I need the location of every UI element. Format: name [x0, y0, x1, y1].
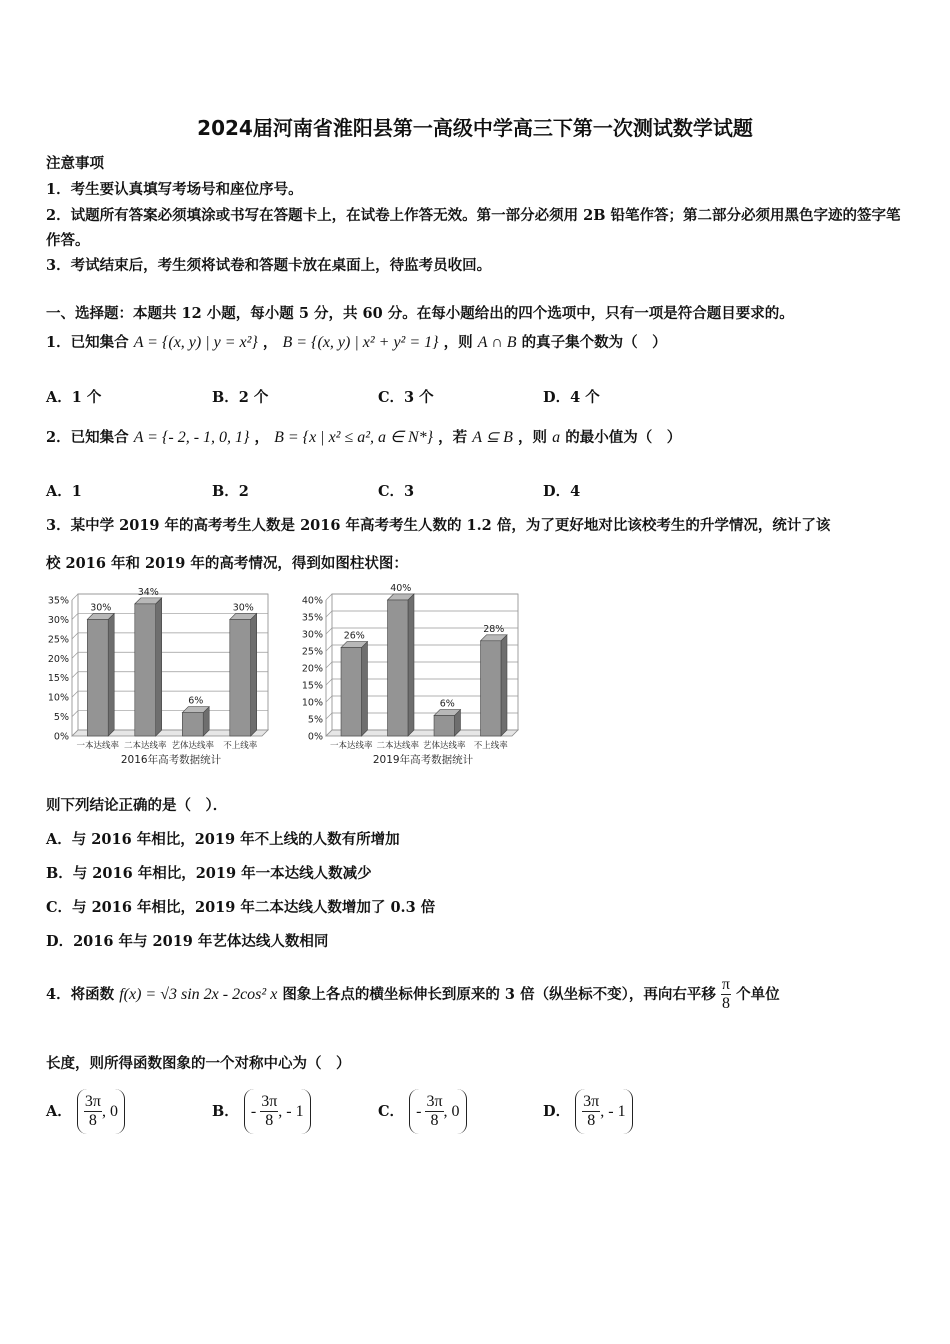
q2-option-b[interactable]: B．2 — [212, 483, 249, 500]
q4-option-d-point — [575, 1089, 632, 1134]
q3-question: 则下列结论正确的是（ ）． — [46, 797, 228, 814]
q3-line-2: 校 2016 年和 2019 年的高考情况，得到如图柱状图： — [46, 555, 408, 572]
q4-option-d-num: 3π — [583, 1093, 600, 1110]
q3-line-1: 3．某中学 2019 年的高考考生人数是 2016 年高考考生人数的 1.2 倍，为了更好地对比该校考生的升学情况，统计了该 — [46, 517, 831, 534]
q4-option-d-frac — [582, 1093, 600, 1130]
chart-2019-category-label: 不上线率 — [473, 741, 508, 751]
q2-set-a: A = {- 2, - 1, 0, 1} — [133, 429, 250, 446]
q4-mid: 图象上各点的横坐标伸长到原来的 3 倍（纵坐标不变），再向右平移 — [282, 986, 716, 1003]
q4-option-c-den: 8 — [430, 1112, 439, 1129]
chart-2016-tick-label: 25% — [47, 634, 69, 646]
notice-item-3: 3．考试结束后，考生须将试卷和答题卡放在桌面上，待监考员收回。 — [46, 257, 492, 274]
chart-2019-bar-side — [501, 635, 507, 736]
chart-2016-category-label: 不上线率 — [223, 741, 258, 751]
chart-2016-bar — [87, 619, 108, 736]
q2-suffix: 的最小值为（ ） — [565, 429, 682, 446]
chart-2016-tick-label: 5% — [53, 712, 69, 724]
q1-sep: ， — [262, 334, 278, 351]
chart-2019-bar-side — [408, 594, 414, 736]
chart-2016 — [42, 578, 282, 774]
q1-expr: A ∩ B — [477, 334, 517, 351]
chart-2019-category-label: 艺体达线率 — [422, 741, 466, 751]
q2-option-d[interactable]: D．4 — [543, 483, 581, 500]
chart-2019-tick-label: 35% — [301, 612, 323, 624]
q2-prefix: 2．已知集合 — [46, 429, 129, 446]
chart-2019-data-label: 40% — [390, 583, 412, 594]
q4-prefix: 4．将函数 — [46, 986, 115, 1003]
chart-2019-bar — [341, 648, 361, 736]
chart-2019-tick-label: 5% — [307, 714, 323, 726]
chart-2019 — [296, 578, 532, 774]
q4-option-a-point — [77, 1089, 125, 1134]
q4-option-c-point — [409, 1089, 466, 1134]
q4-option-b-frac — [260, 1093, 278, 1130]
chart-2016-title: 2016年高考数据统计 — [120, 754, 222, 766]
chart-2019-category-label: 一本达线率 — [329, 741, 373, 751]
q4-option-d-den: 8 — [587, 1112, 596, 1129]
q4-option-a-tail: , 0 — [101, 1103, 118, 1120]
q3-option-c[interactable]: C．与 2016 年相比，2019 年二本达线人数增加了 0.3 倍 — [46, 899, 436, 916]
chart-2019-tick-label: 10% — [301, 697, 323, 709]
question-1 — [46, 329, 667, 355]
q1-option-a[interactable]: A．1 个 — [46, 389, 102, 406]
q4-option-a-label: A． — [46, 1103, 72, 1120]
chart-2016-data-label: 34% — [137, 586, 159, 598]
chart-2019-tick-label: 25% — [301, 646, 323, 658]
question-2 — [46, 424, 681, 450]
q4-suffix: 个单位 — [736, 986, 780, 1003]
q4-shift-fraction — [721, 976, 731, 1013]
q4-option-c-tail: , 0 — [443, 1103, 460, 1120]
chart-2016-tick-label: 10% — [47, 692, 69, 704]
chart-2019-title: 2019年高考数据统计 — [372, 754, 474, 766]
q4-option-c-sign: - — [416, 1103, 426, 1120]
chart-2019-bar — [434, 716, 454, 736]
chart-2019-bar-side — [361, 642, 367, 736]
chart-2016-category-label: 一本达线率 — [76, 741, 120, 751]
q4-option-b-num: 3π — [261, 1093, 278, 1110]
chart-2016-bar — [135, 604, 156, 736]
q4-option-b-sign: - — [250, 1103, 261, 1120]
q4-option-c-num: 3π — [426, 1093, 443, 1110]
chart-2016-tick-label: 15% — [47, 673, 69, 685]
q1-suffix: 的真子集个数为（ ） — [521, 334, 667, 351]
q2-option-c[interactable]: C．3 — [378, 483, 415, 500]
page-title: 2024届河南省淮阳县第一高级中学高三下第一次测试数学试题 — [197, 116, 753, 140]
chart-2019-data-label: 6% — [439, 698, 455, 710]
q2-mid2: ，则 — [518, 429, 548, 446]
q2-mid: ，若 — [438, 429, 468, 446]
chart-2016-tick-label: 30% — [47, 614, 69, 626]
q4-option-b-tail: , - 1 — [278, 1103, 304, 1120]
q1-mid: ，则 — [443, 334, 473, 351]
q4-option-a-frac — [84, 1093, 102, 1130]
chart-2016-data-label: 6% — [188, 695, 204, 707]
q4-option-b-den: 8 — [265, 1112, 274, 1129]
q2-sep: ， — [254, 429, 270, 446]
q4-option-d-tail: , - 1 — [600, 1103, 626, 1120]
q4-option-c-label: C． — [378, 1103, 405, 1120]
chart-2016-category-label: 二本达线率 — [123, 741, 167, 751]
q4-option-c[interactable] — [378, 1089, 467, 1133]
q4-option-a[interactable] — [46, 1089, 125, 1133]
q4-option-c-frac — [425, 1093, 443, 1130]
q4-option-b[interactable] — [212, 1089, 311, 1133]
chart-2019-bar — [388, 600, 408, 736]
chart-2019-tick-label: 15% — [301, 680, 323, 692]
chart-2019-tick-label: 20% — [301, 663, 323, 675]
chart-2016-bar-side — [251, 613, 257, 736]
q4-function: f(x) = √3 sin 2x - 2cos² x — [119, 986, 278, 1003]
chart-2016-tick-label: 35% — [47, 595, 69, 607]
q2-var: a — [552, 429, 561, 446]
q4-option-d-label: D． — [543, 1103, 571, 1120]
chart-2016-bar — [182, 713, 203, 736]
q3-option-a[interactable]: A．与 2016 年相比，2019 年不上线的人数有所增加 — [46, 831, 400, 848]
chart-2016-tick-label: 0% — [53, 731, 69, 743]
section-heading: 一、选择题：本题共 12 小题，每小题 5 分，共 60 分。在每小题给出的四个选项中，只有一项是符合题目要求的。 — [46, 305, 794, 322]
chart-2016-data-label: 30% — [90, 602, 112, 614]
notice-heading: 注意事项 — [46, 155, 104, 172]
q1-prefix: 1．已知集合 — [46, 334, 129, 351]
q4-option-a-den: 8 — [88, 1112, 97, 1129]
chart-2016-bar — [230, 619, 251, 736]
q4-option-a-num: 3π — [84, 1093, 101, 1110]
q2-set-b: B = {x | x² ≤ a², a ∈ N*} — [274, 429, 434, 446]
chart-2019-tick-label: 0% — [307, 731, 323, 743]
chart-2019-data-label: 26% — [343, 630, 365, 642]
q1-set-a: A = {(x, y) | y = x²} — [133, 334, 258, 351]
q4-option-b-label: B． — [212, 1103, 239, 1120]
chart-2016-bar-side — [156, 598, 162, 736]
q3-option-b[interactable]: B．与 2016 年相比，2019 年一本达线人数减少 — [46, 865, 372, 882]
q3-option-d[interactable]: D．2016 年与 2019 年艺体达线人数相同 — [46, 933, 329, 950]
q2-option-a[interactable]: A．1 — [46, 483, 82, 500]
chart-2016-bar-side — [108, 613, 114, 736]
q4-line-2: 长度，则所得函数图象的一个对称中心为（ ） — [46, 1055, 351, 1072]
chart-2019-tick-label: 40% — [301, 595, 323, 607]
q1-option-c[interactable]: C．3 个 — [378, 389, 434, 406]
chart-2019-category-label: 二本达线率 — [376, 741, 420, 751]
question-4 — [46, 970, 780, 1018]
notice-item-2: 2．试题所有答案必须填涂或书写在答题卡上，在试卷上作答无效。第一部分必须用 2B 铅笔作答；第二部分必须用黑色字迹的签字笔作答。 — [46, 207, 901, 249]
chart-2016-category-label: 艺体达线率 — [171, 741, 215, 751]
q1-option-b[interactable]: B．2 个 — [212, 389, 269, 406]
q4-shift-den: 8 — [721, 995, 730, 1012]
q4-shift-num: π — [721, 976, 730, 993]
q2-cond: A ⊆ B — [472, 429, 513, 446]
chart-2019-bar — [481, 641, 501, 736]
q4-option-d[interactable] — [543, 1089, 633, 1133]
q1-set-b: B = {(x, y) | x² + y² = 1} — [282, 334, 439, 351]
q1-option-d[interactable]: D．4 个 — [543, 389, 600, 406]
chart-2019-tick-label: 30% — [301, 629, 323, 641]
chart-2016-data-label: 30% — [232, 602, 254, 614]
q4-option-b-point — [244, 1089, 311, 1134]
chart-2016-tick-label: 20% — [47, 653, 69, 665]
notice-item-1: 1．考生要认真填写考场号和座位序号。 — [46, 181, 303, 198]
chart-2019-data-label: 28% — [483, 623, 505, 635]
